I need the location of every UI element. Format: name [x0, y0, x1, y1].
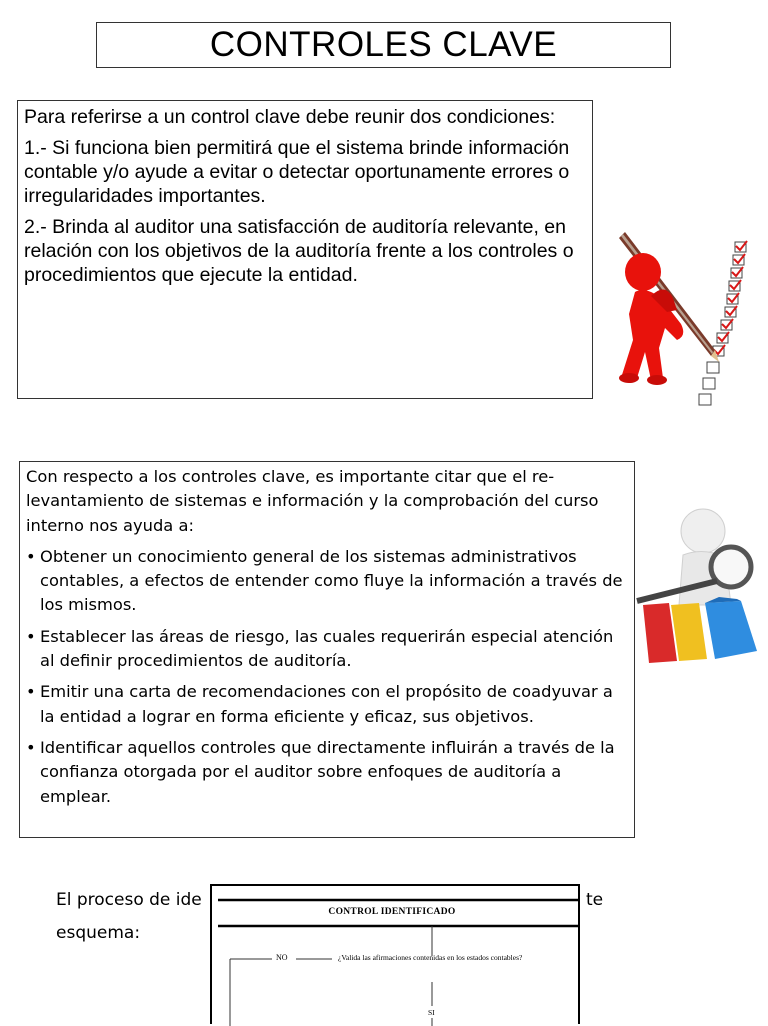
red-figure-icon	[619, 253, 683, 385]
bullet-glyph: •	[26, 546, 36, 566]
checklist-icon	[699, 241, 747, 405]
key-control-conditions-box	[17, 100, 593, 399]
condition-1: 1.- Si funciona bien permitirá que el sistema brinde información contable y/o ayude a evitar o detectar oportunamente errores o irregularidades importantes.	[24, 137, 570, 207]
diagram-si-label: SI	[428, 1008, 435, 1017]
bullet-glyph: •	[26, 682, 36, 702]
list-item-text: Establecer las áreas de riesgo, las cuales requerirán especial atención al definir procedimientos de auditoría.	[40, 626, 614, 671]
control-flow-diagram	[210, 884, 580, 1024]
key-control-benefits-box	[19, 461, 635, 838]
list-item	[26, 736, 628, 809]
list-item	[26, 545, 628, 618]
diagram-header: CONTROL IDENTIFICADO	[328, 907, 456, 917]
folders-icon	[643, 597, 757, 663]
list-item-text: Identificar aquellos controles que directamente influirán a través de la confianza otorgada por el auditor sobre enfoques de auditoría a emplear.	[40, 737, 615, 806]
bullet-glyph: •	[26, 737, 36, 757]
process-text-line1: El proceso de ide	[56, 890, 202, 910]
magnifier-folders-illustration	[633, 505, 763, 665]
list-item	[26, 680, 628, 729]
conditions-intro: Para referirse a un control clave debe reunir dos condiciones:	[24, 106, 556, 128]
condition-2: 2.- Brinda al auditor una satisfacción de auditoría relevante, en relación con los objetivos de la auditoría frente a los controles o procedimientos que ejecute la entidad.	[24, 216, 574, 286]
list-item-text: Emitir una carta de recomendaciones con el propósito de coadyuvar a la entidad a lograr en forma eficiente y eficaz, sus objetivos.	[40, 682, 613, 726]
diagram-no-label: NO	[276, 953, 288, 962]
benefits-intro: Con respecto a los controles clave, es importante citar que el re-levantamiento de sistemas e información y la comprobación del curso interno nos ayuda a:	[26, 467, 599, 535]
list-item-text: Obtener un conocimiento general de los sistemas administrativos contables, a efectos de entender como fluye la información a través de los mismos.	[40, 546, 623, 615]
diagram-question: ¿Valida las afirmaciones contenidas en los estados contables?	[338, 953, 523, 962]
red-figure-checklist-illustration	[615, 228, 765, 410]
process-text-line2: esquema:	[56, 923, 141, 943]
slide-title: CONTROLES CLAVE	[96, 22, 671, 68]
list-item	[26, 625, 628, 674]
process-text-line1-end: te	[586, 890, 604, 910]
bullet-glyph: •	[26, 626, 36, 646]
benefits-list	[26, 545, 628, 809]
